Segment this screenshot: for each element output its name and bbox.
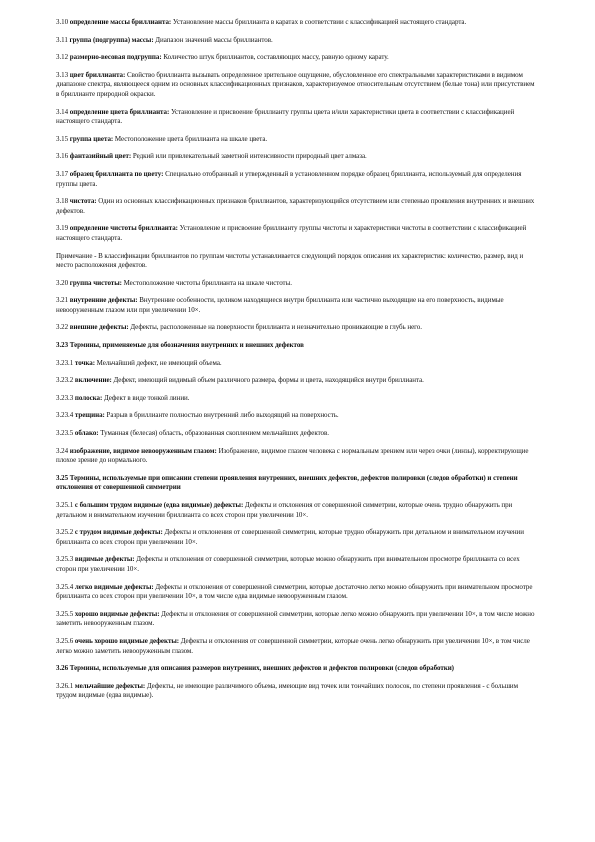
- paragraph: [56, 170, 535, 189]
- definition-text: Туманная (белесая) область, образованная скоплением мельчайших дефектов.: [98, 429, 329, 438]
- paragraph: [56, 376, 535, 386]
- term: фантазийный цвет:: [69, 152, 132, 161]
- term: видимые дефекты:: [74, 555, 135, 564]
- section-heading: [56, 474, 535, 493]
- paragraph-number: 3.26.1: [56, 681, 74, 690]
- paragraph-number: 3.23: [56, 341, 69, 350]
- definition-text: Диапазон значений массы бриллиантов.: [153, 35, 273, 44]
- term: изображение, видимое невооруженным глазом:: [69, 446, 217, 455]
- paragraph: [56, 359, 535, 369]
- paragraph-number: 3.23.4: [56, 411, 74, 420]
- term: группа цвета:: [69, 134, 114, 143]
- paragraph-number: 3.25.5: [56, 609, 74, 618]
- definition-text: Разрыв в бриллианте полностью внутренний либо выходящий на поверхность.: [104, 411, 339, 420]
- paragraph: [56, 197, 535, 216]
- definition-text: Дефект в виде тонкой линии.: [102, 393, 190, 402]
- definition-text: Дефект, имеющий видимый объем различного размера, формы и цвета, находящийся внутри бриллианта.: [111, 376, 424, 385]
- paragraph: [56, 152, 535, 162]
- definition-text: Дефекты и отклонения от совершенной симметрии, которые легко можно обнаружить при увеличении 10×, в том числе можно заметить невооруженным глазом.: [56, 609, 535, 628]
- paragraph: [56, 224, 535, 243]
- definition-text: Термины, применяемые для обозначения внутренних и внешних дефектов: [69, 341, 304, 350]
- definition-text: Дефекты и отклонения от совершенной симметрии, которые можно обнаружить при внимательном просмотре бриллианта со всех сторон при увеличении 10×.: [56, 555, 520, 573]
- term: мельчайшие дефекты:: [74, 681, 146, 690]
- definition-text: Установление и присвоение бриллианту группы цвета и/или характеристики цвета в соответствии с классификацией настоящего стандарта.: [56, 107, 515, 126]
- term: цвет бриллианта:: [69, 70, 126, 79]
- paragraph-number: 3.25.2: [56, 528, 74, 537]
- paragraph-number: 3.25.3: [56, 555, 74, 564]
- paragraph: [56, 108, 535, 127]
- paragraph-number: 3.23.1: [56, 358, 74, 367]
- term: внутренние дефекты:: [69, 296, 138, 305]
- definition-text: Изображение, видимое глазом человека с нормальным зрением или через очки (линзы), корректирующие плохое зрение до нормального.: [56, 446, 529, 465]
- paragraph: [56, 135, 535, 145]
- term: облако:: [74, 429, 99, 438]
- paragraph-number: 3.14: [56, 107, 69, 116]
- paragraph: [56, 429, 535, 439]
- paragraph-number: 3.16: [56, 152, 69, 161]
- paragraph-number: 3.23.2: [56, 376, 74, 385]
- term: полоска:: [74, 393, 103, 402]
- definition-text: Дефекты и отклонения от совершенной симметрии, которые трудно обнаружить при детальном и внимательном изучении бриллианта со всех сторон при увеличении 10×.: [56, 528, 524, 546]
- paragraph: [56, 447, 535, 466]
- term: очень хорошо видимые дефекты:: [74, 636, 180, 645]
- term: с большим трудом видимые (едва видимые) дефекты:: [74, 501, 244, 509]
- definition-text: Дефекты и отклонения от совершенной симметрии, которые очень трудно обнаружить при детальном и внимательном изучении бриллианта со всех сторон при увеличении 10×.: [56, 501, 513, 519]
- paragraph-number: 3.17: [56, 169, 69, 178]
- term: включение:: [74, 376, 112, 385]
- paragraph: [56, 528, 535, 547]
- paragraph-number: 3.15: [56, 134, 69, 143]
- term: образец бриллианта по цвету:: [69, 169, 164, 178]
- paragraph-number: 3.25: [56, 473, 69, 482]
- definition-text: Дефекты и отклонения от совершенной симметрии, которые достаточно легко можно обнаружить при внимательном просмотре бриллианта со всех сторон при увеличении 10×, в том числе едва видимые невооруженным глазом.: [56, 582, 533, 601]
- paragraph: [56, 71, 535, 100]
- paragraph-number: 3.24: [56, 446, 69, 455]
- paragraph-number: 3.11: [56, 35, 68, 44]
- term: группа чистоты:: [69, 278, 122, 287]
- paragraph-number: 3.25.1: [56, 501, 74, 509]
- term: внешние дефекты:: [69, 323, 129, 332]
- definition-text: Термины, используемые при описании степени проявления внутренних, внешних дефектов, дефектов полировки (следов обработки) и степени отклонения от совершенной симметрии: [56, 473, 518, 492]
- definition-text: Дефекты, расположенные на поверхности бриллианта и незначительно проникающие в глубь него.: [128, 323, 422, 332]
- definition-text: Термины, используемые для описания размеров внутренних, внешних дефектов и дефектов полировки (следов обработки): [69, 664, 454, 673]
- section-heading: [56, 341, 535, 351]
- term: с трудом видимые дефекты:: [74, 528, 163, 537]
- paragraph: [56, 394, 535, 404]
- term: определение чистоты бриллианта:: [69, 224, 178, 233]
- paragraph-number: 3.23.3: [56, 393, 74, 402]
- definition-text: Свойство бриллианта вызывать определенное зрительное ощущение, обусловленное его спектральными характеристиками в видимом диапазоне спектра, являющееся одним из основных классификационных признаков, характеризуемое относительным отсутствием (белые тона) или присутствием в бриллианте природной окраски.: [56, 70, 535, 98]
- definition-text: Установление и присвоение бриллианту группы чистоты и характеристики чистоты в соответствии с классификацией настоящего стандарта.: [56, 224, 527, 242]
- paragraph-number: 3.23.5: [56, 429, 74, 438]
- term: легко видимые дефекты:: [74, 582, 154, 591]
- section-heading: [56, 664, 535, 674]
- paragraph-number: 3.13: [56, 70, 69, 79]
- paragraph-number: 3.19: [56, 224, 69, 233]
- term: определение цвета бриллианта:: [69, 107, 170, 116]
- definition-text: Установление массы бриллианта в каратах в соответствии с классификацией настоящего стандарта.: [171, 18, 467, 26]
- definition-text: Дефекты, не имеющие различимого объема, имеющие вид точек или тончайших полосок, по степени проявления - с большим трудом видимые (едва видимые).: [56, 681, 519, 700]
- definition-text: Внутренние особенности, целиком находящиеся внутри бриллианта или частично выходящие на его поверхность, видимые невооруженным глазом или при увеличении 10×.: [56, 296, 504, 314]
- definition-text: Редкий или привлекательный заметной интенсивности природный цвет алмаза.: [131, 152, 367, 161]
- definition-text: Местоположение цвета бриллианта на шкале цвета.: [113, 134, 268, 143]
- paragraph-number: 3.25.4: [56, 582, 74, 591]
- term: трещина:: [74, 411, 105, 420]
- paragraph: [56, 583, 535, 602]
- paragraph: [56, 53, 535, 63]
- definition-text: Количество штук бриллиантов, составляющих массу, равную одному карату.: [161, 53, 389, 62]
- term: размерно-весовая подгруппа:: [69, 53, 162, 62]
- term: чистота:: [69, 197, 97, 206]
- paragraph: [56, 637, 535, 656]
- definition-text: Дефекты и отклонения от совершенной симметрии, которые очень легко обнаружить при увеличении 10×, в том числе легко можно заметить невооруженным глазом.: [56, 636, 530, 655]
- paragraph: [56, 555, 535, 574]
- paragraph: [56, 296, 535, 315]
- term: хорошо видимые дефекты:: [74, 609, 160, 618]
- definition-text: Местоположение чистоты бриллианта на шкале чистоты.: [121, 278, 292, 287]
- paragraph-number: 3.12: [56, 53, 69, 62]
- definition-text: Один из основных классификационных признаков бриллиантов, характеризующийся отсутствием или степенью проявления внутренних и внешних дефектов.: [56, 197, 535, 215]
- paragraph-number: 3.26: [56, 664, 69, 673]
- term: определение массы бриллианта:: [69, 18, 172, 26]
- paragraph: [56, 18, 535, 28]
- paragraph: [56, 411, 535, 421]
- paragraph: [56, 36, 535, 46]
- paragraph: [56, 323, 535, 333]
- definition-text: Специально отобранный и утвержденный в установленном порядке образец бриллианта, используемый для определения группы цвета.: [56, 169, 522, 188]
- paragraph: [56, 501, 535, 520]
- paragraph: [56, 610, 535, 629]
- paragraph-number: 3.10: [56, 18, 69, 26]
- term: группа (подгруппа) массы:: [69, 35, 154, 44]
- paragraph: [56, 682, 535, 701]
- paragraph-number: 3.21: [56, 296, 69, 305]
- term: точка:: [74, 358, 95, 367]
- definition-text: Примечание - В классификации бриллиантов по группам чистоты устанавливается следующий порядок описания их характеристик: количество, размер, вид и место расположения дефектов.: [56, 251, 524, 270]
- definition-text: Мельчайший дефект, не имеющий объема.: [94, 358, 222, 367]
- paragraph: [56, 252, 535, 271]
- paragraph-number: 3.20: [56, 278, 69, 287]
- paragraph: [56, 279, 535, 289]
- paragraph-number: 3.25.6: [56, 636, 74, 645]
- paragraph-number: 3.22: [56, 323, 69, 332]
- paragraph-number: 3.18: [56, 197, 69, 206]
